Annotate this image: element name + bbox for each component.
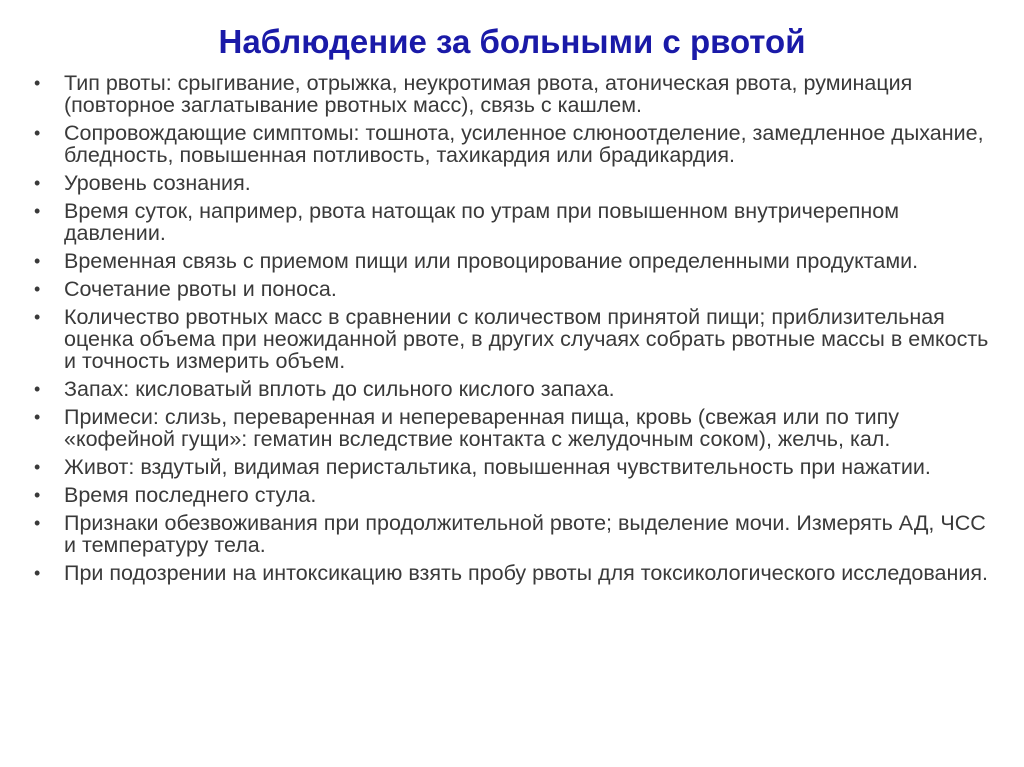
bullet-item-9	[34, 406, 1000, 450]
slide-title: Наблюдение за больными с рвотой	[218, 23, 806, 60]
bullet-item-12	[34, 512, 1000, 556]
bullet-text: Время последнего стула.	[64, 483, 317, 507]
bullet-text: Уровень сознания.	[64, 171, 251, 195]
bullet-icon: •	[34, 513, 41, 533]
bullet-text: Время суток, например, рвота натощак по утрам при повышенном внутричерепном давлении.	[64, 199, 900, 245]
bullet-text: Признаки обезвоживания при продолжительной рвоте; выделение мочи. Измерять АД, ЧСС и температуру тела.	[64, 511, 986, 557]
bullet-icon: •	[34, 563, 41, 583]
bullet-item-11	[34, 484, 1000, 506]
bullet-item-6	[34, 278, 1000, 300]
bullet-item-7	[34, 306, 1000, 372]
bullet-icon: •	[34, 457, 41, 477]
bullet-item-13	[34, 562, 1000, 584]
bullet-text: Тип рвоты: срыгивание, отрыжка, неукротимая рвота, атоническая рвота, руминация (повторное заглатывание рвотных масс), связь с кашлем.	[64, 71, 913, 117]
bullet-icon: •	[34, 123, 41, 143]
bullet-text: Количество рвотных масс в сравнении с количеством принятой пищи; приблизительная оценка объема при неожиданной рвоте, в других случаях собрать рвотные массы в емкость и точность измерить объем.	[64, 305, 989, 373]
bullet-icon: •	[34, 485, 41, 505]
bullet-text: Примеси: слизь, переваренная и непереваренная пища, кровь (свежая или по типу «кофейной гущи»: гематин вследствие контакта с желудочным соком), желчь, кал.	[64, 405, 900, 451]
bullet-item-1	[34, 72, 1000, 116]
bullet-icon: •	[34, 379, 41, 399]
bullet-icon: •	[34, 407, 41, 427]
bullet-text: Сопровождающие симптомы: тошнота, усиленное слюноотделение, замедленное дыхание, бледность, повышенная потливость, тахикардия или брадикардия.	[64, 121, 984, 167]
bullet-icon: •	[34, 279, 41, 299]
bullet-icon: •	[34, 173, 41, 193]
bullet-item-10	[34, 456, 1000, 478]
bullet-item-8	[34, 378, 1000, 400]
bullet-text: Сочетание рвоты и поноса.	[64, 277, 337, 301]
bullet-item-5	[34, 250, 1000, 272]
bullet-list	[34, 72, 1000, 590]
bullet-item-4	[34, 200, 1000, 244]
bullet-item-2	[34, 122, 1000, 166]
bullet-icon: •	[34, 307, 41, 327]
bullet-text: Временная связь с приемом пищи или провоцирование определенными продуктами.	[64, 249, 919, 273]
bullet-icon: •	[34, 201, 41, 221]
bullet-text: Запах: кисловатый вплоть до сильного кислого запаха.	[64, 377, 615, 401]
bullet-text: При подозрении на интоксикацию взять пробу рвоты для токсикологического исследования.	[64, 561, 988, 585]
bullet-item-3	[34, 172, 1000, 194]
bullet-text: Живот: вздутый, видимая перистальтика, повышенная чувствительность при нажатии.	[64, 455, 931, 479]
bullet-icon: •	[34, 251, 41, 271]
bullet-icon: •	[34, 73, 41, 93]
